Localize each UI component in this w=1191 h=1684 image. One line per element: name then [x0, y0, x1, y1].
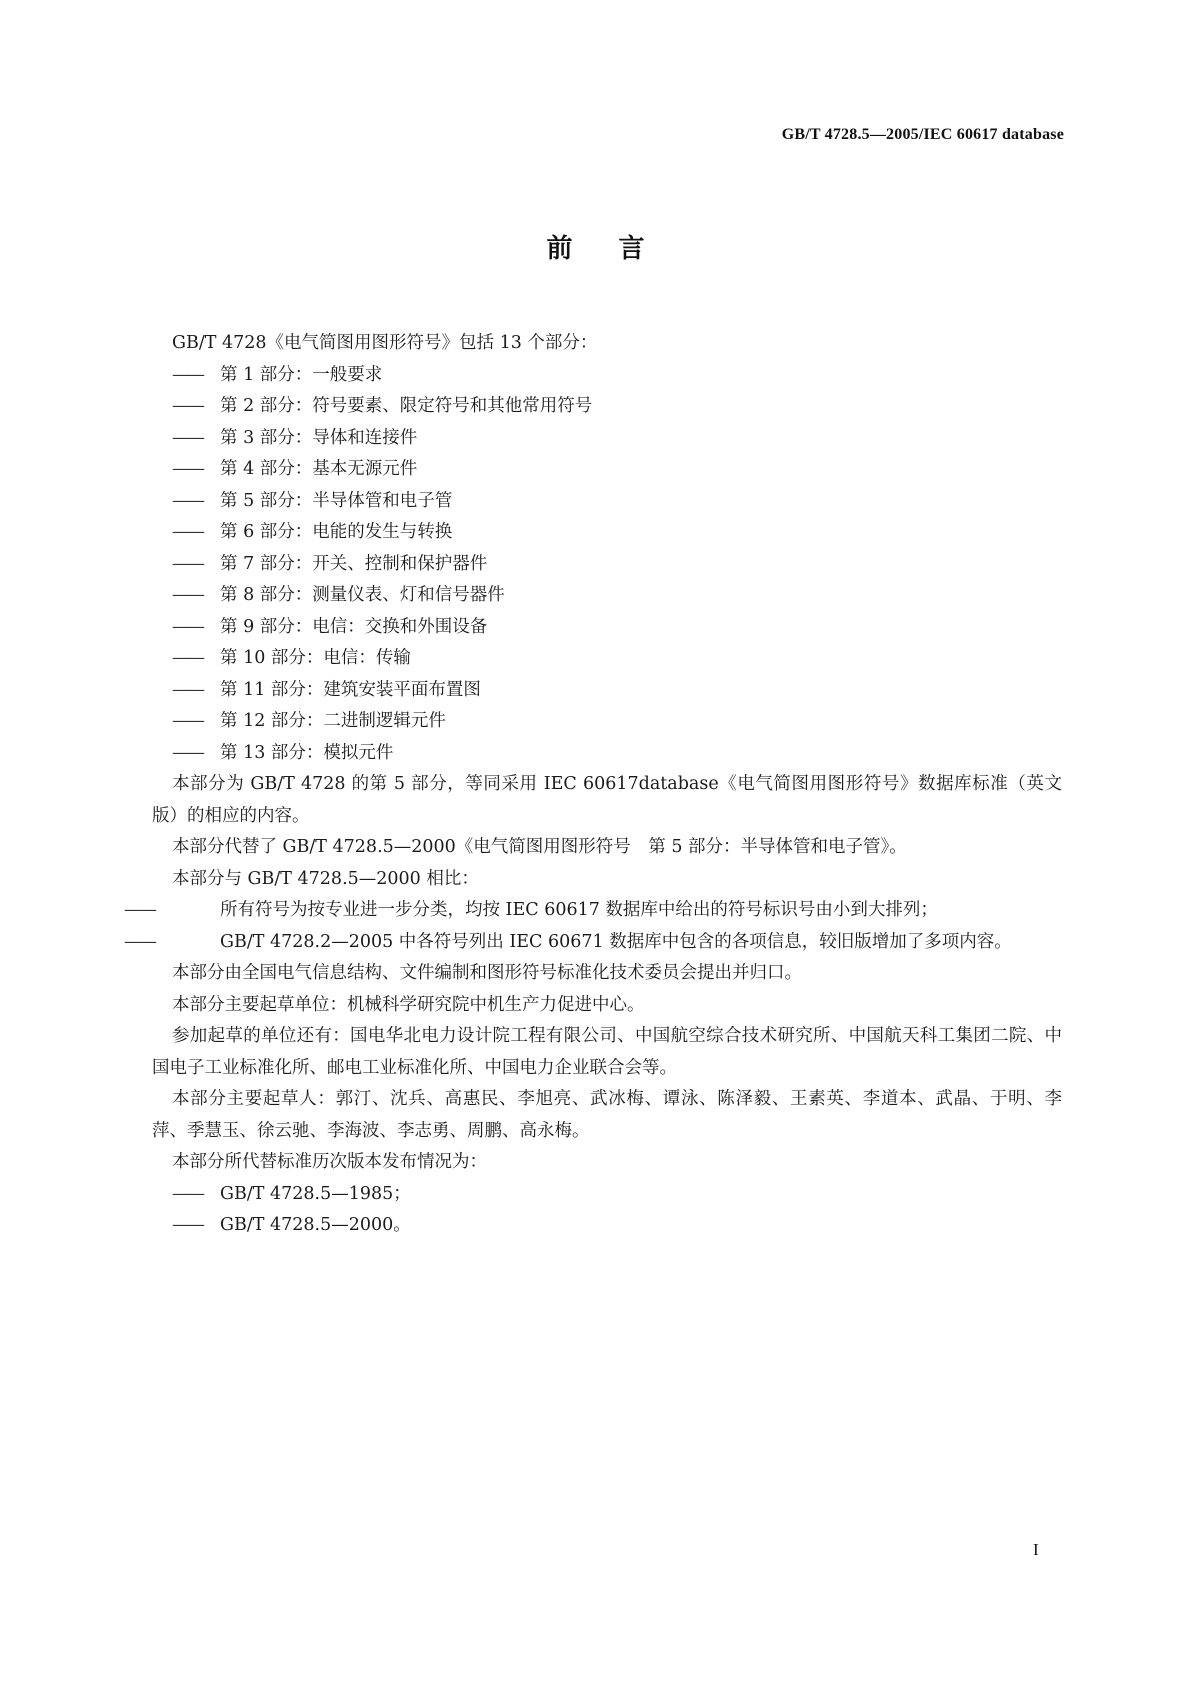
- comparison-paragraph: 本部分与 GB/T 4728.5—2000 相比：: [172, 868, 479, 889]
- history-item: —— GB/T 4728.5—1985；: [152, 1179, 1062, 1211]
- dash-marker: ——: [172, 711, 203, 731]
- history-item: —— GB/T 4728.5—2000。: [152, 1210, 1062, 1242]
- participating-units-paragraph: 参加起草的单位还有：国电华北电力设计院工程有限公司、中国航空综合技术研究所、中国航天科工集团二院、中国电子工业标准化所、邮电工业标准化所、中国电力企业联合会等。: [152, 1026, 1062, 1078]
- replaces-paragraph: 本部分代替了 GB/T 4728.5—2000《电气简图用图形符号 第 5 部分：半导体管和电子管》。: [172, 837, 907, 857]
- dash-marker: ——: [124, 900, 155, 920]
- dash-marker: ——: [172, 427, 203, 448]
- dash-marker: ——: [172, 742, 203, 763]
- dash-marker: ——: [172, 396, 203, 416]
- change-item: —— GB/T 4728.2—2005 中各符号列出 IEC 60671 数据库中包含的各项信息，较旧版增加了多项内容。: [152, 927, 1062, 959]
- part-item: —— 第 2 部分：符号要素、限定符号和其他常用符号: [152, 391, 1062, 423]
- part-item: —— 第 5 部分：半导体管和电子管: [152, 486, 1062, 518]
- change-item: —— 所有符号为按专业进一步分类，均按 IEC 60617 数据库中给出的符号标识号由小到大排列；: [152, 895, 1062, 927]
- page-title: 前言: [546, 234, 691, 264]
- dash-marker: ——: [172, 553, 203, 574]
- history-intro-paragraph: 本部分所代替标准历次版本发布情况为：: [172, 1152, 487, 1172]
- part-item: —— 第 7 部分：开关、控制和保护器件: [152, 549, 1062, 581]
- main-drafting-unit-paragraph: 本部分主要起草单位：机械科学研究院中机生产力促进中心。: [172, 994, 645, 1015]
- part-item: —— 第 3 部分：导体和连接件: [152, 423, 1062, 455]
- dash-marker: ——: [172, 522, 203, 542]
- dash-marker: ——: [172, 1215, 203, 1235]
- dash-marker: ——: [172, 490, 203, 511]
- part-item: —— 第 13 部分：模拟元件: [152, 738, 1062, 770]
- dash-marker: ——: [172, 616, 203, 637]
- part-item: —— 第 4 部分：基本无源元件: [152, 454, 1062, 486]
- standard-code-header: GB/T 4728.5—2005/IEC 60617 database: [781, 126, 1064, 143]
- part-item: —— 第 9 部分：电信：交换和外围设备: [152, 612, 1062, 644]
- dash-marker: ——: [172, 679, 203, 700]
- dash-marker: ——: [124, 931, 155, 952]
- part-item: —— 第 12 部分：二进制逻辑元件: [152, 706, 1062, 738]
- dash-marker: ——: [172, 459, 203, 479]
- part-item: —— 第 8 部分：测量仪表、灯和信号器件: [152, 580, 1062, 612]
- dash-marker: ——: [172, 585, 203, 605]
- dash-marker: ——: [172, 364, 203, 385]
- adoption-paragraph: 本部分为 GB/T 4728 的第 5 部分，等同采用 IEC 60617database《电气简图用图形符号》数据库标准（英文版）的相应的内容。: [152, 774, 1062, 826]
- page-number: I: [1033, 1540, 1039, 1559]
- part-item: —— 第 6 部分：电能的发生与转换: [152, 517, 1062, 549]
- parts-list: [152, 360, 1062, 770]
- part-item: —— 第 11 部分：建筑安装平面布置图: [152, 675, 1062, 707]
- part-item: —— 第 10 部分：电信：传输: [152, 643, 1062, 675]
- dash-marker: ——: [172, 648, 203, 668]
- changes-list: [124, 895, 1062, 958]
- intro-paragraph: GB/T 4728《电气简图用图形符号》包括 13 个部分：: [172, 333, 598, 353]
- foreword-body: [124, 328, 1062, 1242]
- dash-marker: ——: [172, 1183, 203, 1204]
- history-list: [152, 1179, 1062, 1242]
- proposed-by-paragraph: 本部分由全国电气信息结构、文件编制和图形符号标准化技术委员会提出并归口。: [172, 963, 802, 983]
- main-drafters-paragraph: 本部分主要起草人：郭汀、沈兵、高惠民、李旭亮、武冰梅、谭泳、陈泽毅、王素英、李道本、武晶、于明、李萍、季慧玉、徐云驰、李海波、李志勇、周鹏、高永梅。: [152, 1089, 1062, 1141]
- part-item: —— 第 1 部分：一般要求: [152, 360, 1062, 392]
